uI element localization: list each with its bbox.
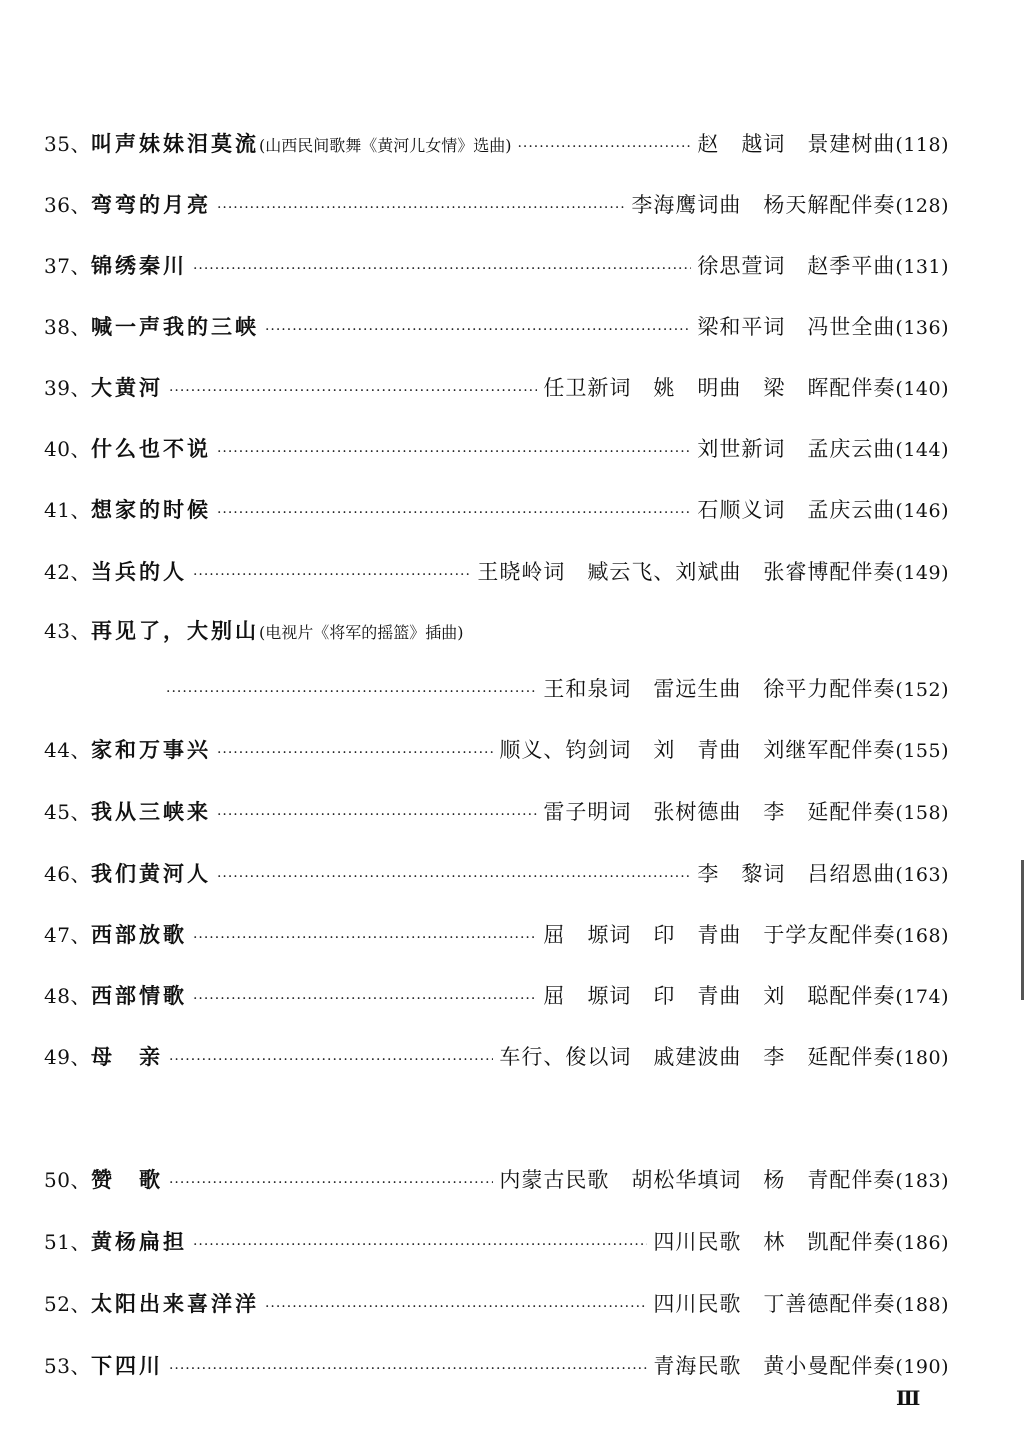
credit: 任卫新词 <box>543 376 632 400</box>
dot-leader <box>169 374 537 408</box>
entry-credits <box>697 127 895 161</box>
entry-credits <box>543 371 895 405</box>
credit: 青海民歌 <box>653 1354 742 1378</box>
toc-entry <box>44 127 949 161</box>
entry-page: (163) <box>895 864 949 886</box>
credit: 王和泉词 <box>543 677 632 701</box>
entry-number: 43、 <box>44 619 91 643</box>
dot-leader <box>166 675 537 709</box>
entry-number: 42、 <box>44 560 91 584</box>
dot-leader <box>265 1290 647 1324</box>
toc-entry <box>44 1040 949 1074</box>
credit: 吕绍恩曲 <box>807 862 896 886</box>
credit: 屈 塬词 <box>543 984 632 1008</box>
entry-number: 47、 <box>44 923 91 947</box>
entry-page: (149) <box>895 562 949 584</box>
credit: 孟庆云曲 <box>807 437 896 461</box>
credit: 张睿博配伴奏 <box>763 560 896 584</box>
credit: 林 凯配伴奏 <box>763 1230 896 1254</box>
entry-title: 太阳出来喜洋洋 <box>90 1291 259 1316</box>
toc-entry <box>44 918 949 952</box>
credit: 印 青曲 <box>653 984 742 1008</box>
entry-credits <box>697 857 895 891</box>
entry-number: 41、 <box>44 498 91 522</box>
credit: 刘 青曲 <box>653 738 742 762</box>
dot-leader <box>217 435 691 469</box>
entry-credits <box>477 555 895 589</box>
entry-title: 弯弯的月亮 <box>90 192 211 217</box>
entry-title: 叫声妹妹泪莫流 <box>90 131 259 156</box>
entry-page: (183) <box>895 1170 949 1192</box>
entry-page: (168) <box>895 925 949 947</box>
credit: 四川民歌 <box>653 1230 742 1254</box>
entry-credits <box>543 672 895 706</box>
entry-number: 36、 <box>44 193 91 217</box>
credit: 姚 明曲 <box>653 376 742 400</box>
entry-credits <box>543 979 895 1013</box>
toc-entry <box>44 733 949 767</box>
entry-note: (山西民间歌舞《黄河儿女情》选曲) <box>258 136 512 155</box>
dot-leader <box>193 558 471 592</box>
credit: 刘 聪配伴奏 <box>763 984 896 1008</box>
toc-entry <box>44 555 949 589</box>
entry-page: (155) <box>895 740 949 762</box>
entry-title: 喊一声我的三峡 <box>90 314 259 339</box>
toc-entry <box>44 432 949 466</box>
toc-entry <box>44 1163 949 1197</box>
toc-entry <box>44 1349 949 1383</box>
entry-title: 下四川 <box>90 1353 163 1378</box>
entry-page: (144) <box>895 439 949 461</box>
entry-page: (140) <box>895 378 949 400</box>
credit: 孟庆云曲 <box>807 498 896 522</box>
entry-title: 西部情歌 <box>90 983 187 1008</box>
toc-entry <box>44 310 949 344</box>
entry-credits <box>697 310 895 344</box>
entry-title: 黄杨扁担 <box>90 1229 187 1254</box>
credit: 李海鹰词曲 <box>631 193 742 217</box>
entry-number: 40、 <box>44 437 91 461</box>
credit: 四川民歌 <box>653 1292 742 1316</box>
credit: 徐思萱词 <box>697 254 786 278</box>
credit: 胡松华填词 <box>631 1168 742 1192</box>
entry-number: 37、 <box>44 254 91 278</box>
entry-page: (146) <box>895 500 949 522</box>
entry-number: 46、 <box>44 862 91 886</box>
toc-entry <box>160 672 949 706</box>
credit: 李 延配伴奏 <box>763 800 896 824</box>
toc-entry <box>44 857 949 891</box>
entry-title: 想家的时候 <box>90 497 211 522</box>
toc-entry <box>44 979 949 1013</box>
entry-title: 大黄河 <box>90 375 163 400</box>
entry-number: 48、 <box>44 984 91 1008</box>
entry-credits <box>543 795 895 829</box>
entry-title: 母 亲 <box>90 1044 163 1069</box>
entry-credits <box>653 1225 895 1259</box>
dot-leader <box>265 313 691 347</box>
dot-leader <box>169 1352 647 1386</box>
credit: 冯世全曲 <box>807 315 896 339</box>
credit: 黄小曼配伴奏 <box>763 1354 896 1378</box>
toc-entry <box>44 795 949 829</box>
entry-number: 50、 <box>44 1168 91 1192</box>
dot-leader <box>517 130 691 164</box>
entry-page: (131) <box>895 256 949 278</box>
credit: 刘继军配伴奏 <box>763 738 896 762</box>
dot-leader <box>169 1166 493 1200</box>
entry-credits <box>631 188 895 222</box>
credit: 雷子明词 <box>543 800 632 824</box>
entry-credits <box>499 1163 895 1197</box>
entry-page: (118) <box>895 134 949 156</box>
entry-page: (180) <box>895 1047 949 1069</box>
entry-number: 39、 <box>44 376 91 400</box>
credit: 雷远生曲 <box>653 677 742 701</box>
dot-leader <box>193 921 537 955</box>
credit: 石顺义词 <box>697 498 786 522</box>
entry-credits <box>697 432 895 466</box>
entry-number: 35、 <box>44 132 91 156</box>
credit: 印 青曲 <box>653 923 742 947</box>
entry-number: 38、 <box>44 315 91 339</box>
credit: 梁和平词 <box>697 315 786 339</box>
toc-entry <box>44 188 949 222</box>
dot-leader <box>217 798 537 832</box>
dot-leader <box>217 191 625 225</box>
toc-entry <box>44 1225 949 1259</box>
entry-title: 家和万事兴 <box>90 737 211 762</box>
credit: 于学友配伴奏 <box>763 923 896 947</box>
entry-page: (152) <box>895 679 949 701</box>
credit: 杨天解配伴奏 <box>763 193 896 217</box>
entry-credits <box>653 1287 895 1321</box>
entry-page: (128) <box>895 195 949 217</box>
credit: 赵季平曲 <box>807 254 896 278</box>
dot-leader <box>169 1043 493 1077</box>
entry-credits <box>697 249 895 283</box>
credit: 丁善德配伴奏 <box>763 1292 896 1316</box>
entry-note: (电视片《将军的摇篮》插曲) <box>258 623 464 642</box>
entry-credits <box>543 918 895 952</box>
entry-number: 51、 <box>44 1230 91 1254</box>
credit: 李 延配伴奏 <box>763 1045 896 1069</box>
credit: 屈 塬词 <box>543 923 632 947</box>
credit: 顺义、钧剑词 <box>499 738 632 762</box>
entry-title: 我从三峡来 <box>90 799 211 824</box>
entry-number: 53、 <box>44 1354 91 1378</box>
credit: 刘世新词 <box>697 437 786 461</box>
dot-leader <box>217 496 691 530</box>
entry-page: (186) <box>895 1232 949 1254</box>
entry-page: (174) <box>895 986 949 1008</box>
toc-entry <box>44 249 949 283</box>
entry-page: (136) <box>895 317 949 339</box>
credit: 张树德曲 <box>653 800 742 824</box>
entry-title: 什么也不说 <box>90 436 211 461</box>
credit: 杨 青配伴奏 <box>763 1168 896 1192</box>
credit: 王晓岭词 <box>477 560 566 584</box>
entry-credits <box>697 493 895 527</box>
credit: 赵 越词 <box>697 132 786 156</box>
credit: 臧云飞、刘斌曲 <box>587 560 742 584</box>
entry-title: 当兵的人 <box>90 559 187 584</box>
entry-page: (188) <box>895 1294 949 1316</box>
entry-number: 45、 <box>44 800 91 824</box>
credit: 徐平力配伴奏 <box>763 677 896 701</box>
toc-entry <box>44 493 949 527</box>
entry-page: (190) <box>895 1356 949 1378</box>
credit: 李 黎词 <box>697 862 786 886</box>
credit: 梁 晖配伴奏 <box>763 376 896 400</box>
page-number: Ⅲ <box>896 1386 921 1410</box>
entry-title: 再见了，大别山 <box>90 618 259 643</box>
entry-title: 赞 歌 <box>90 1167 163 1192</box>
entry-credits <box>499 1040 895 1074</box>
dot-leader <box>193 1228 647 1262</box>
dot-leader <box>193 252 691 286</box>
entry-page: (158) <box>895 802 949 824</box>
entry-title: 西部放歌 <box>90 922 187 947</box>
entry-number: 44、 <box>44 738 91 762</box>
credit: 车行、俊以词 <box>499 1045 632 1069</box>
dot-leader <box>217 736 493 770</box>
dot-leader <box>217 860 691 894</box>
toc-entry <box>44 371 949 405</box>
entry-number: 52、 <box>44 1292 91 1316</box>
entry-credits <box>499 733 895 767</box>
credit: 内蒙古民歌 <box>499 1168 610 1192</box>
toc-entry <box>44 614 949 648</box>
credit: 戚建波曲 <box>653 1045 742 1069</box>
entry-number: 49、 <box>44 1045 91 1069</box>
dot-leader <box>193 982 537 1016</box>
entry-title: 我们黄河人 <box>90 861 211 886</box>
toc-entry <box>44 1287 949 1321</box>
entry-credits <box>653 1349 895 1383</box>
credit: 景建树曲 <box>807 132 896 156</box>
entry-title: 锦绣秦川 <box>90 253 187 278</box>
